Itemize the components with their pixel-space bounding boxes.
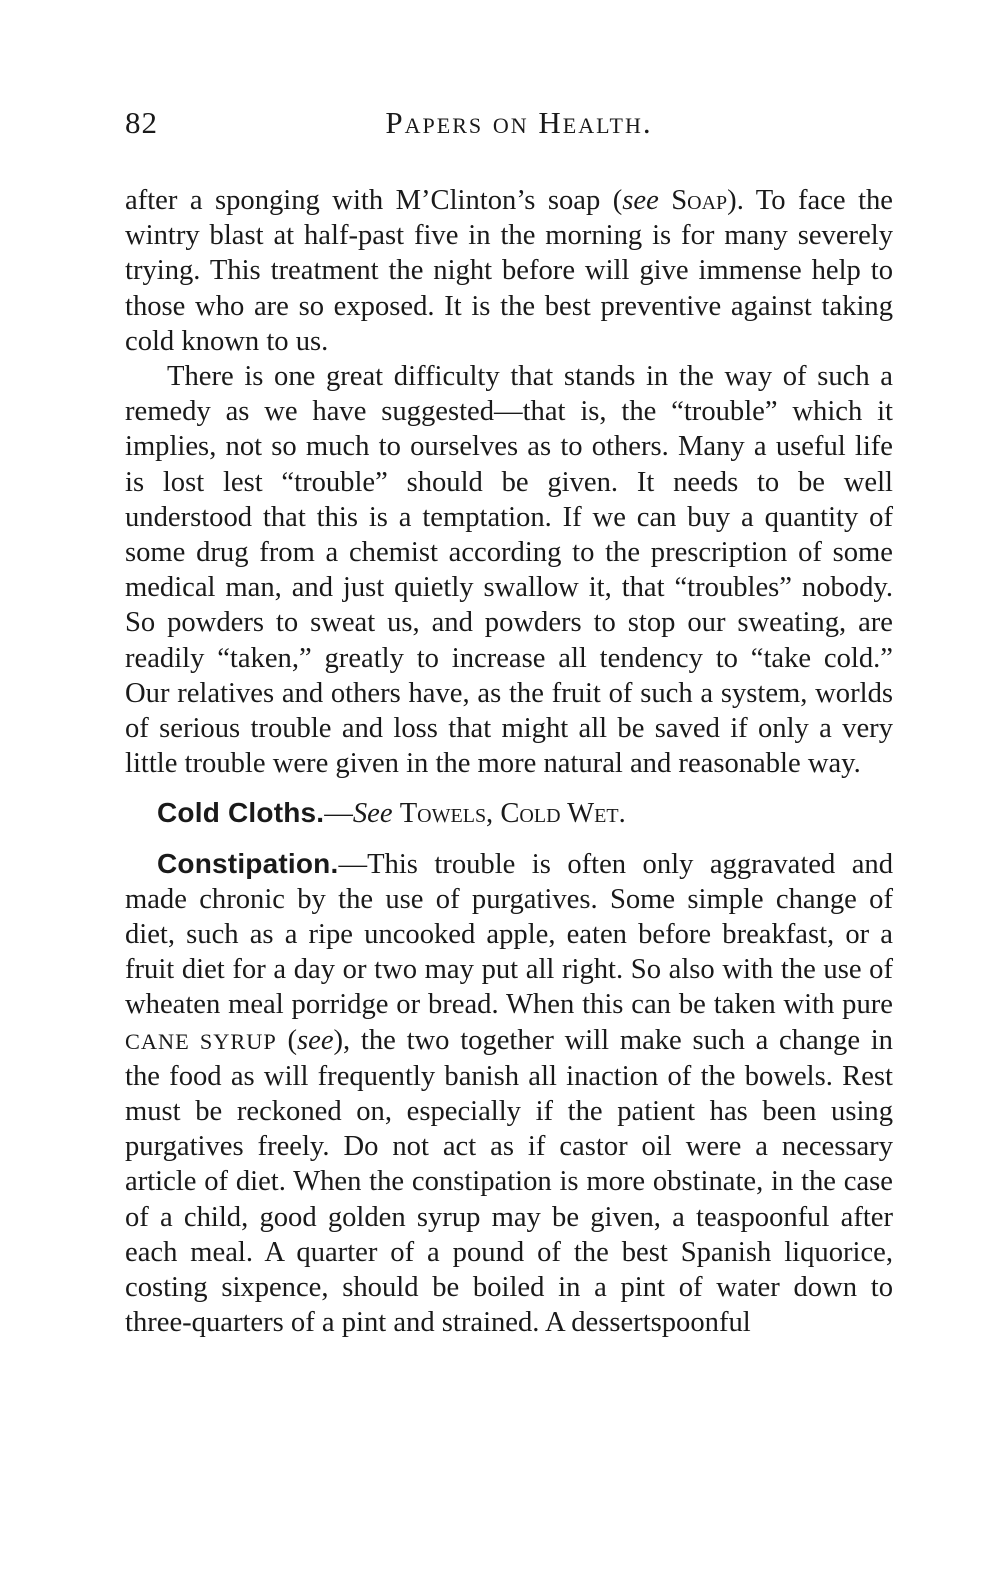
paragraph-text: There is one great difficulty that stands in the way of such a remedy as we have suggested—that is, the “trouble” which it implies, not so much to ourselves as to others. Many a useful life is lost lest “trouble” should be given. It needs to be well understood that this is a temptation. If we can buy a quantity of some drug from a chemist according to the prescription of some medical man, and just quietly swallow it, that “troubles” nobody. So powders to sweat us, and powders to stop our sweating, are readily “taken,” greatly to increase all tendency to “take cold.” Our relatives and others have, as the fruit of such a system, worlds of serious trouble and loss that might all be saved if only a very little trouble were given in the more natural and reasonable way. [125,361,893,780]
paragraph-continuation [125,183,893,359]
paragraph-text: ). To face the wintry blast at half-past five in the morning is for many severely trying. This treatment the night before will give immense help to those who are so exposed. It is the best preventive against taking cold known to us. [125,185,893,357]
cross-reference-cane-syrup: CANE SYRUP [125,1028,277,1054]
running-head [125,105,893,149]
paragraph-trouble [125,359,893,781]
see-reference: see [297,1024,334,1056]
paren: ( [287,1024,297,1056]
entry-headword: Constipation. [157,847,339,879]
page-number: 82 [125,105,158,140]
entry-constipation [125,846,893,1341]
see-reference: see [622,185,659,216]
entry-text: —This trouble is often only aggravated and made chronic by the use of purgatives. Some simple change of diet, such as a ripe uncooked apple, eaten before breakfast, or a fruit diet for a day or two may put all right. So also with the use of wheaten meal porridge or bread. When this can be taken with pure [125,848,893,1021]
running-title: Papers on Health. [385,105,653,140]
body-text [125,183,893,1341]
entry-cold-cloths [125,795,893,831]
cross-reference-towels: Towels, Cold Wet. [399,798,626,830]
entry-text: ), the two together will make such a change in the food as will frequently banish all inaction of the bowels. Rest must be reckoned on, especially if the patient has been using purgatives freely. Do not act as if castor oil were a necessary article of diet. When the constipation is more obstinate, in the case of a child, good golden syrup may be given, a teaspoonful after each meal. A quarter of a pound of the best Spanish liquorice, costing sixpence, should be boiled in a pint of water down to three-quarters of a pint and strained. A dessertspoonful [125,1024,893,1339]
see-reference: See [352,798,393,830]
cross-reference-soap: Soap [671,185,728,216]
paragraph-text: after a sponging with M’Clinton’s soap ( [125,185,623,216]
entry-dash: — [324,798,353,830]
entry-headword: Cold Cloths. [157,797,325,829]
